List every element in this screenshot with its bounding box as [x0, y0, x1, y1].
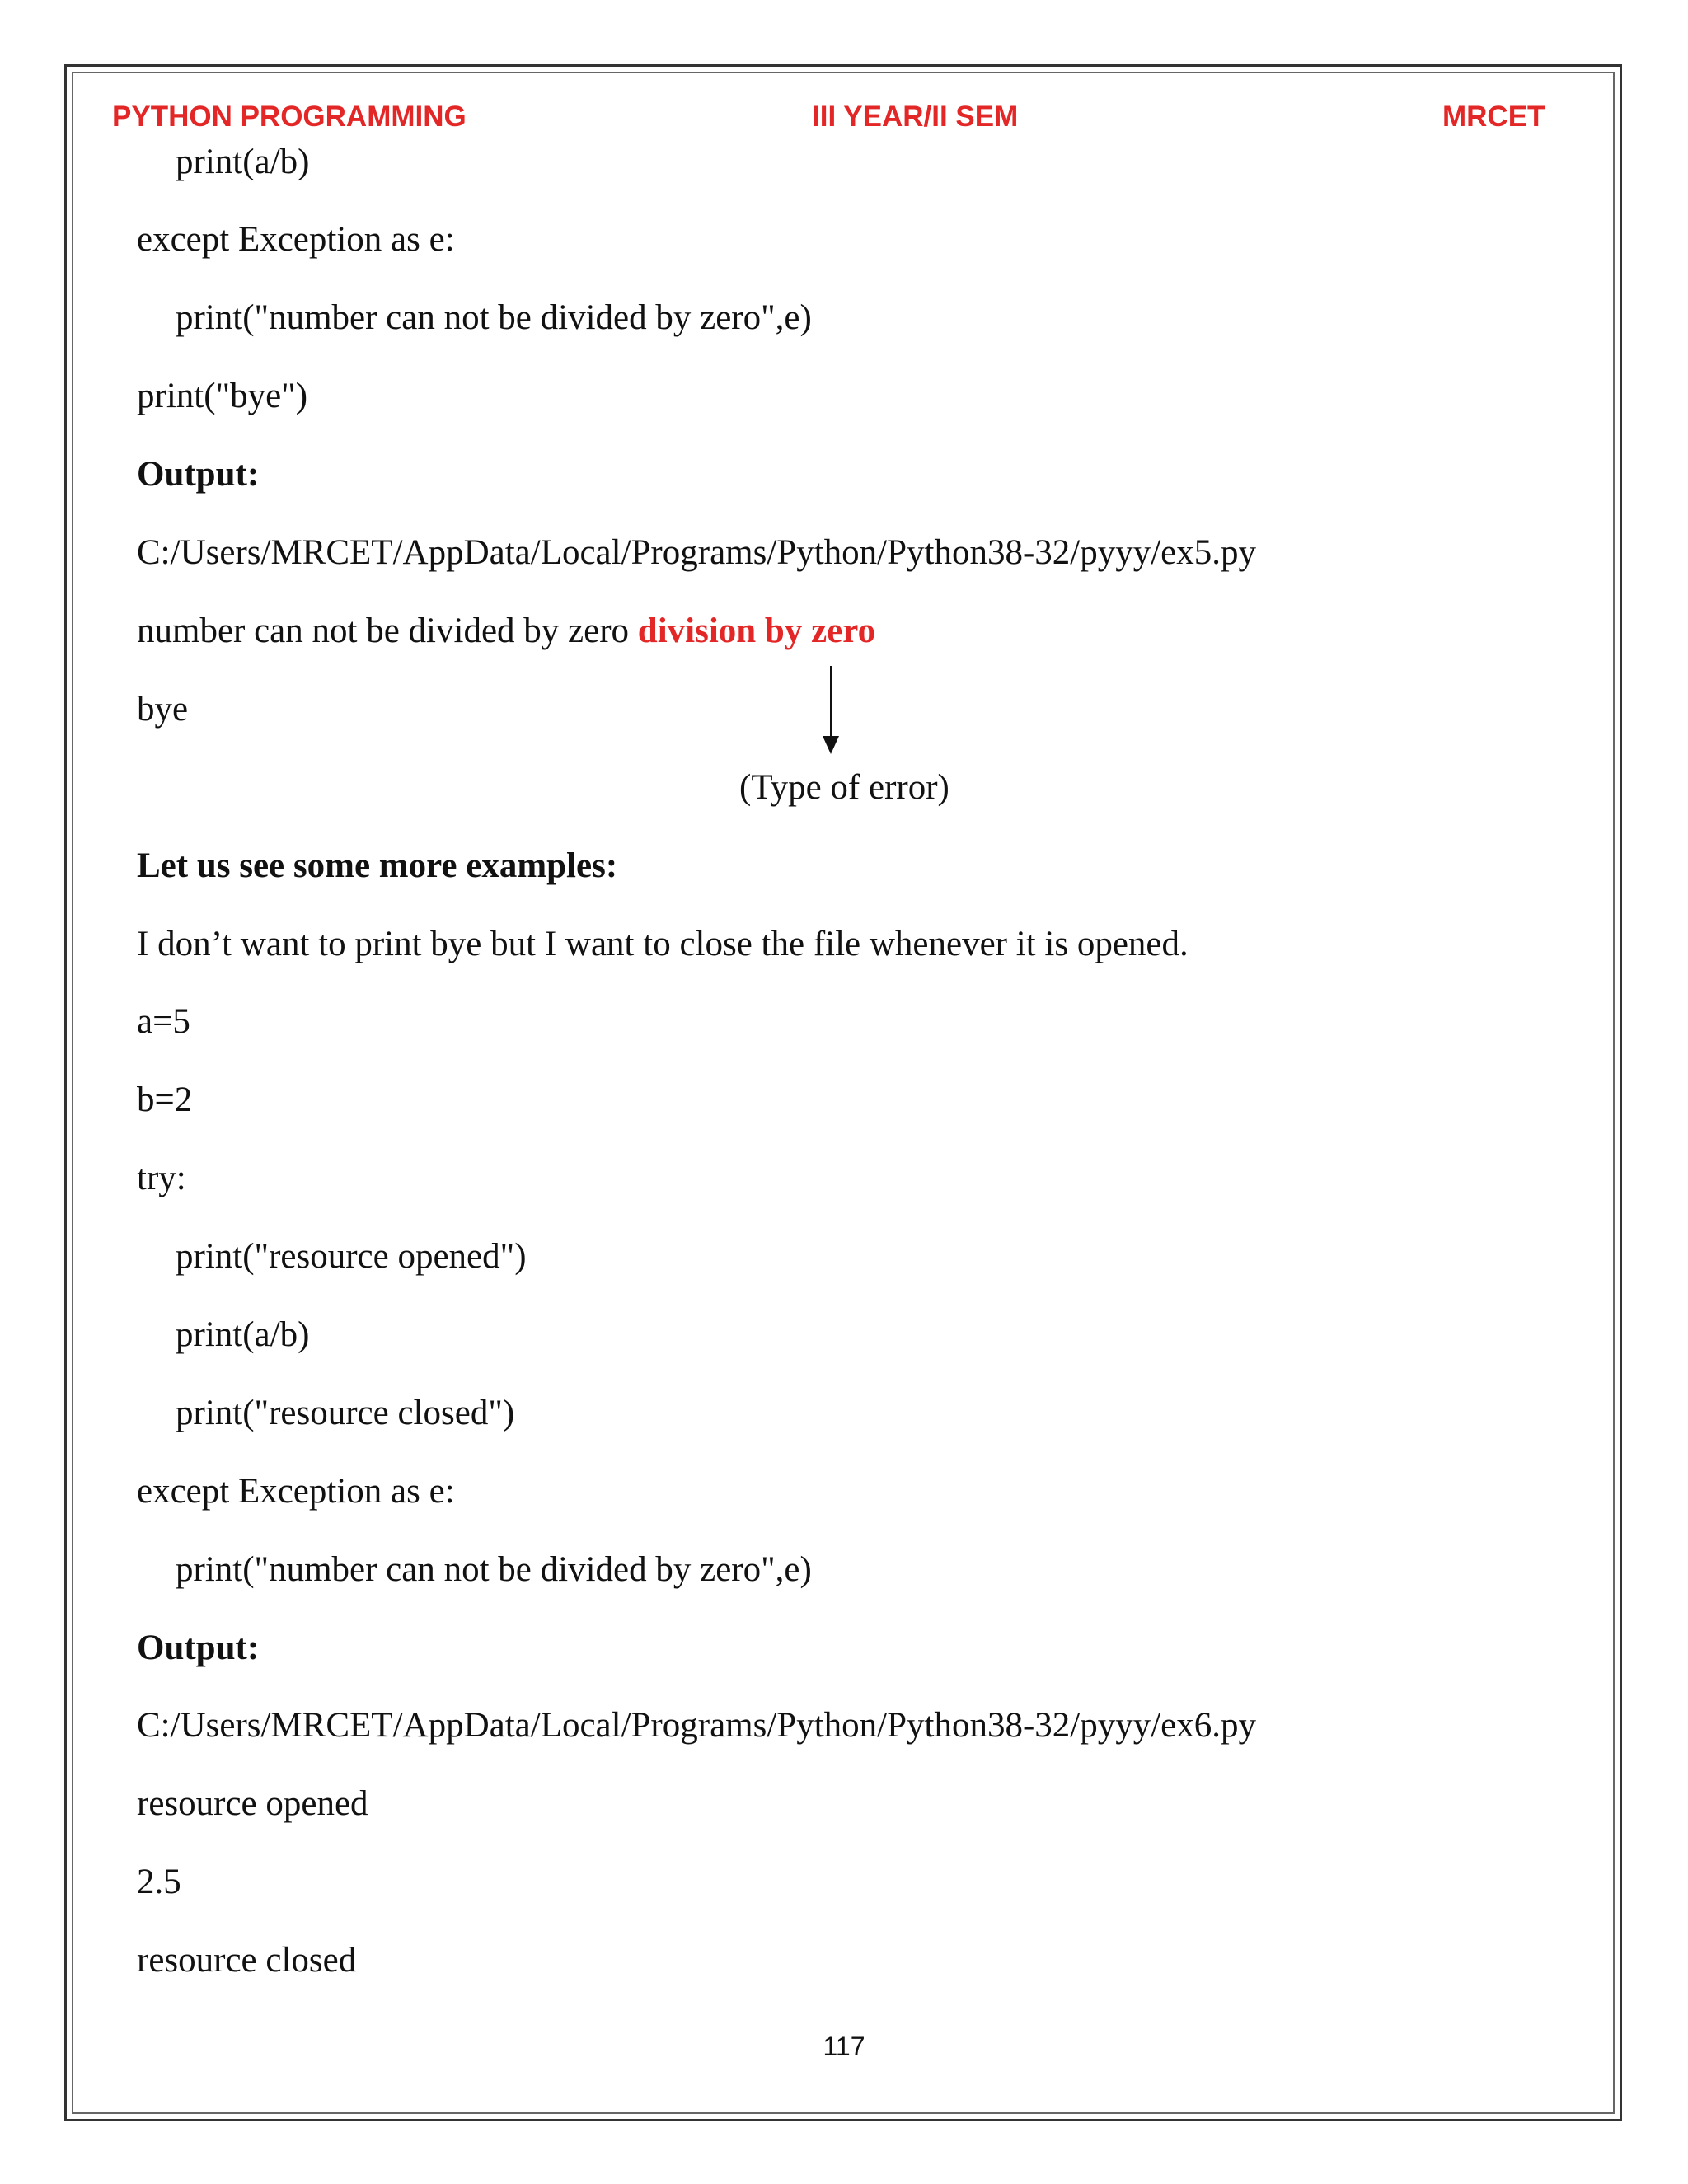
paragraph: I don’t want to print bye but I want to close the file whenever it is opened. — [137, 925, 1189, 963]
code-line: except Exception as e: — [137, 1472, 455, 1511]
code-line: print("number can not be divided by zero",e) — [176, 1550, 812, 1589]
code-line: b=2 — [137, 1080, 193, 1119]
output-line: resource closed — [137, 1941, 357, 1980]
code-line: print(a/b) — [176, 143, 310, 181]
code-line: except Exception as e: — [137, 220, 455, 259]
arrow-shaft — [830, 666, 832, 738]
output-line — [137, 613, 875, 649]
output-line: 2.5 — [137, 1863, 181, 1901]
output-path: C:/Users/MRCET/AppData/Local/Programs/Python/Python38-32/pyyy/ex5.py — [137, 533, 1257, 572]
code-line: print("number can not be divided by zero",e) — [176, 298, 812, 337]
section-heading: Let us see some more examples: — [137, 846, 618, 885]
code-line: print(a/b) — [176, 1315, 310, 1354]
code-line: print("resource closed") — [176, 1394, 515, 1432]
output-heading: Output: — [137, 455, 260, 494]
code-line: print("bye") — [137, 377, 308, 415]
header-institution: MRCET — [1442, 101, 1545, 133]
code-line: a=5 — [137, 1002, 190, 1041]
arrow-down-icon — [823, 736, 839, 754]
annotation-label: (Type of error) — [739, 768, 950, 807]
output-line: bye — [137, 690, 189, 729]
error-highlight: division by zero — [637, 612, 876, 650]
page-number: 117 — [823, 2032, 865, 2061]
code-line: try: — [137, 1159, 186, 1197]
output-text: number can not be divided by zero — [137, 612, 638, 650]
output-heading: Output: — [137, 1629, 260, 1667]
header-year-semester: III YEAR/II SEM — [812, 101, 1019, 133]
output-path: C:/Users/MRCET/AppData/Local/Programs/Python/Python38-32/pyyy/ex6.py — [137, 1706, 1257, 1745]
header-course-title: PYTHON PROGRAMMING — [112, 101, 467, 133]
code-line: print("resource opened") — [176, 1237, 527, 1276]
output-line: resource opened — [137, 1784, 368, 1823]
